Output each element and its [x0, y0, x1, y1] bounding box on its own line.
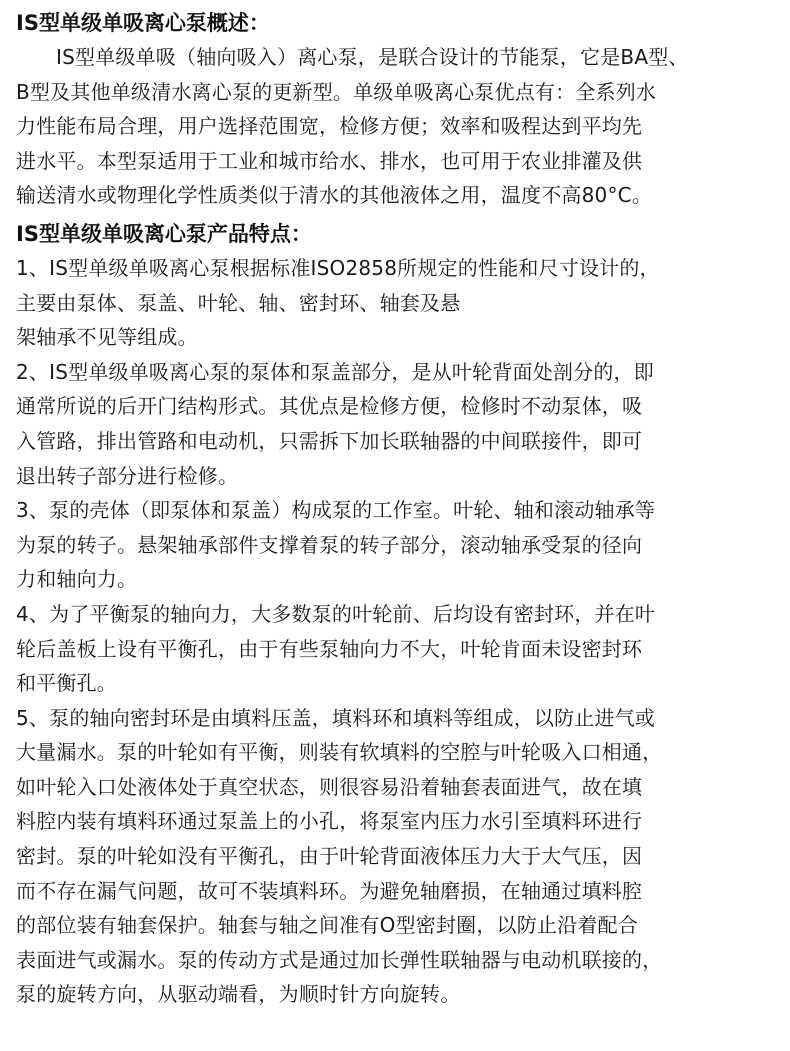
feature-line: 大量漏水。泵的叶轮如有平衡，则装有软填料的空腔与叶轮吸入口相通，: [16, 740, 663, 765]
feature-line: 入管路，排出管路和电动机，只需拆下加长联轴器的中间联接件，即可: [16, 428, 643, 453]
features-heading: IS型单级单吸离心泵产品特点：: [16, 221, 312, 246]
overview-heading: IS型单级单吸离心泵概述：: [16, 11, 270, 35]
feature-line: 为泵的转子。悬架轴承部件支撑着泵的转子部分，滚动轴承受泵的径向: [16, 532, 643, 557]
feature-line: 架轴承不见等组成。: [16, 325, 198, 350]
overview-line: B型及其他单级清水离心泵的更新型。单级单吸离心泵优点有：全系列水: [16, 79, 657, 104]
features-paragraph: [16, 251, 774, 1012]
feature-line: 密封。泵的叶轮如没有平衡孔，由于叶轮背面液体压力大于大气压，因: [16, 844, 643, 869]
overview-line: 进水平。本型泵适用于工业和城市给水、排水，也可用于农业排灌及供: [16, 148, 643, 173]
feature-line: 和平衡孔。: [16, 671, 117, 696]
feature-line: 泵的旋转方向，从驱动端看，为顺时针方向旋转。: [16, 982, 461, 1007]
feature-line: 料腔内装有填料环通过泵盖上的小孔，将泵室内压力水引至填料环进行: [16, 809, 643, 834]
overview-line: 力性能布局合理，用户选择范围宽，检修方便；效率和吸程达到平均先: [16, 114, 643, 139]
feature-line: 表面进气或漏水。泵的传动方式是通过加长弹性联轴器与电动机联接的，: [16, 947, 663, 972]
feature-line: 4、为了平衡泵的轴向力，大多数泵的叶轮前、后均设有密封环，并在叶: [16, 601, 656, 626]
overview-paragraph: [16, 40, 774, 213]
feature-line: 而不存在漏气问题，故可不装填料环。为避免轴磨损，在轴通过填料腔: [16, 878, 643, 903]
feature-line: 1、IS型单级单吸离心泵根据标准ISO2858所规定的性能和尺寸设计的，: [16, 255, 660, 280]
feature-line: 主要由泵体、泵盖、叶轮、轴、密封环、轴套及悬: [16, 290, 461, 315]
feature-line: 轮后盖板上设有平衡孔，由于有些泵轴向力不大，叶轮肯面未设密封环: [16, 636, 643, 661]
feature-line: 退出转子部分进行检修。: [16, 463, 239, 488]
feature-line: 5、泵的轴向密封环是由填料压盖，填料环和填料等组成，以防止进气或: [16, 705, 656, 730]
feature-line: 的部位装有轴套保护。轴套与轴之间准有O型密封圈，以防止沿着配合: [16, 913, 638, 938]
feature-line: 2、IS型单级单吸离心泵的泵体和泵盖部分，是从叶轮背面处剖分的，即: [16, 359, 654, 384]
feature-line: 力和轴向力。: [16, 567, 138, 592]
overview-line: IS型单级单吸（轴向吸入）离心泵，是联合设计的节能泵，它是BA型、: [56, 45, 689, 69]
feature-line: 3、泵的壳体（即泵体和泵盖）构成泵的工作室。叶轮、轴和滚动轴承等: [16, 498, 656, 523]
feature-line: 通常所说的后开门结构形式。其优点是检修方便，检修时不动泵体，吸: [16, 394, 643, 419]
overview-line: 输送清水或物理化学性质类似于清水的其他液体之用，温度不高80°C。: [16, 183, 653, 208]
feature-line: 如叶轮入口处液体处于真空状态，则很容易沿着轴套表面进气，故在填: [16, 774, 643, 799]
